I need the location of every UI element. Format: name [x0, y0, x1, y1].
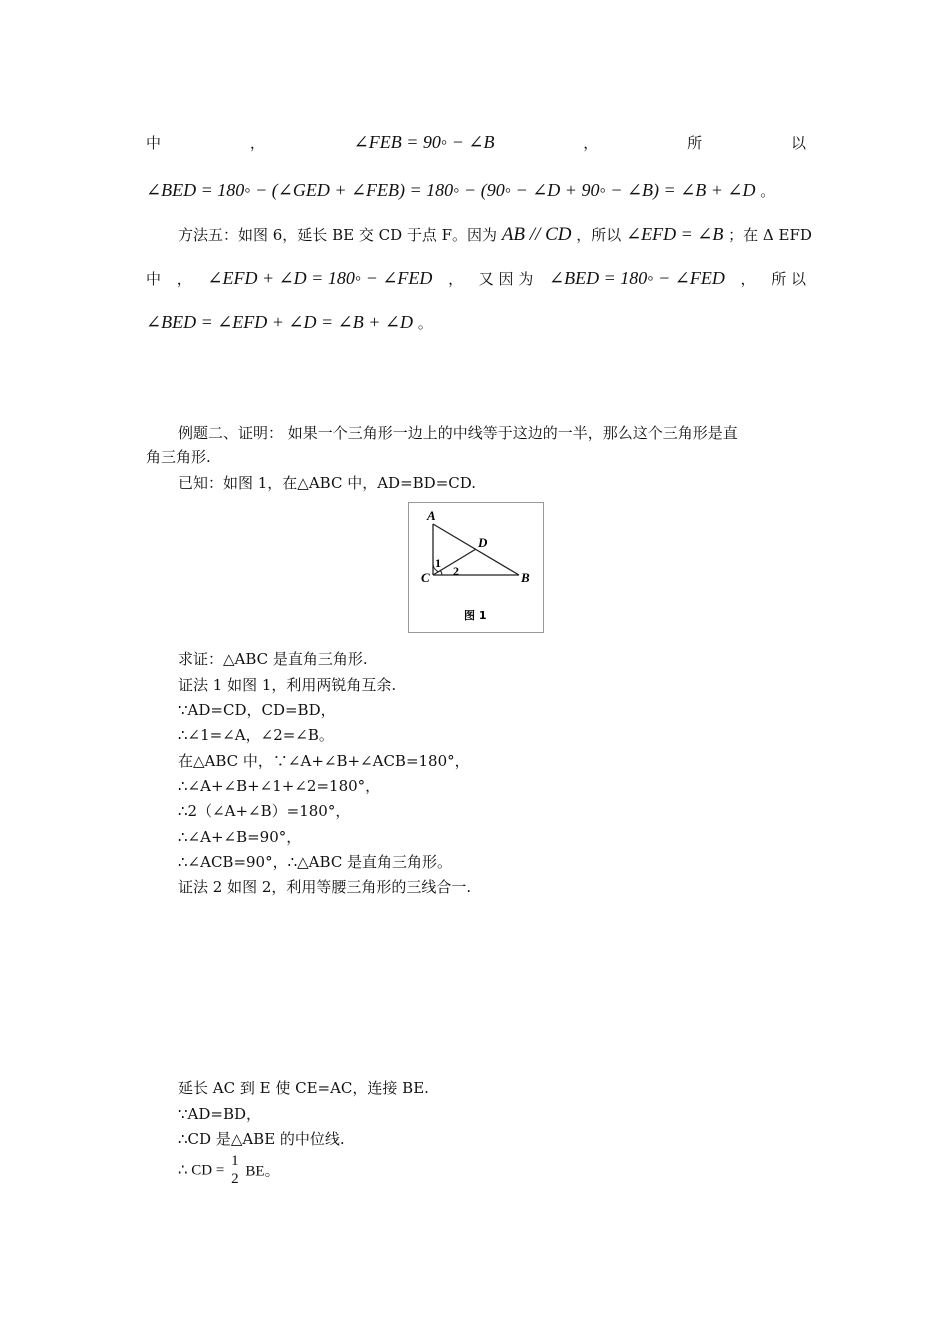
proof-line: 证法 1 如图 1，利用两锐角互余.: [178, 676, 397, 694]
comma: ，: [740, 270, 756, 288]
triangle-diagram: [409, 503, 543, 632]
text-zhong: 中: [146, 134, 162, 152]
period: 。: [760, 182, 776, 200]
text-row-4: [146, 268, 806, 289]
text-yi: 以: [790, 134, 806, 152]
label-d: D: [478, 535, 488, 550]
method5-mid: ，所以: [576, 226, 622, 244]
fraction-denominator: 2: [231, 1171, 239, 1187]
formula-feb: ∠FEB = 90◦ − ∠B: [353, 132, 495, 152]
label-angle-1: 1: [435, 556, 441, 570]
proof2-line: ∵AD=BD，: [178, 1105, 262, 1123]
figure-1: [408, 502, 544, 633]
formula-efd-sum: ∠EFD + ∠D = 180◦ − ∠FED: [207, 268, 433, 288]
text-zhong: 中: [146, 270, 162, 288]
proof-line: ∴∠ACB=90°，∴△ABC 是直角三角形。: [178, 853, 453, 871]
example2-line-1: 例题二、证明： 如果一个三角形一边上的中线等于这边的一半，那么这个三角形是直: [178, 424, 738, 442]
formula-bed-final: ∠BED = ∠EFD + ∠D = ∠B + ∠D: [146, 312, 413, 332]
label-c: C: [421, 570, 430, 585]
period: 。: [417, 314, 433, 332]
proof-line: 求证：△ABC 是直角三角形.: [178, 650, 368, 668]
label-a: A: [427, 508, 436, 523]
proof2-line: ∴CD 是△ABE 的中位线.: [178, 1130, 345, 1148]
final-line: [178, 1152, 280, 1188]
angle-2-arc: [440, 570, 442, 575]
method5-tail: ；在 Δ EFD: [728, 226, 812, 244]
text-row-5: [146, 312, 433, 333]
proof-line: ∴∠A+∠B+∠1+∠2=180°，: [178, 777, 381, 795]
comma: ，: [448, 270, 464, 288]
example2-line-2: 角三角形.: [146, 448, 211, 466]
comma: ，: [249, 134, 265, 152]
formula-parallel: AB // CD: [501, 224, 572, 245]
text-you-yin-wei: 又 因 为: [478, 270, 534, 288]
text-method-5: [178, 224, 812, 246]
fraction-half: [231, 1152, 239, 1188]
proof-line: ∵AD=CD，CD=BD，: [178, 701, 336, 719]
proof-line: ∴∠1=∠A，∠2=∠B。: [178, 726, 334, 744]
proof2-line: 延长 AC 到 E 使 CE=AC，连接 BE.: [178, 1079, 429, 1097]
text-suo-yi: 所 以: [771, 270, 806, 288]
proof-line: ∴∠A+∠B=90°，: [178, 828, 302, 846]
label-b: B: [521, 570, 530, 585]
comma: ，: [583, 134, 599, 152]
comma: ，: [176, 270, 192, 288]
final-lead: ∴ CD =: [178, 1162, 225, 1179]
text-row-1: [146, 132, 806, 153]
final-tail: BE。: [245, 1163, 280, 1180]
formula-efd-b: ∠EFD = ∠B: [626, 224, 724, 244]
formula-bed: ∠BED = 180◦ − (∠GED + ∠FEB) = 180◦ − (90◦ − ∠D + 90◦ − ∠B) = ∠B + ∠D: [146, 180, 756, 200]
formula-bed-fed: ∠BED = 180◦ − ∠FED: [549, 268, 725, 288]
proof-line: 证法 2 如图 2，利用等腰三角形的三线合一.: [178, 878, 472, 896]
proof-line: ∴2（∠A+∠B）=180°，: [178, 802, 351, 820]
figure-caption: 图 1: [464, 609, 487, 622]
method5-lead: 方法五：如图 6，延长 BE 交 CD 于点 F。因为: [178, 226, 498, 244]
text-row-2: [146, 180, 775, 201]
example2-given: 已知：如图 1，在△ABC 中，AD=BD=CD.: [178, 474, 477, 492]
label-angle-2: 2: [453, 564, 459, 578]
text-suo: 所: [687, 134, 703, 152]
fraction-numerator: 1: [231, 1153, 239, 1169]
proof-line: 在△ABC 中，∵∠A+∠B+∠ACB=180°，: [178, 752, 470, 770]
